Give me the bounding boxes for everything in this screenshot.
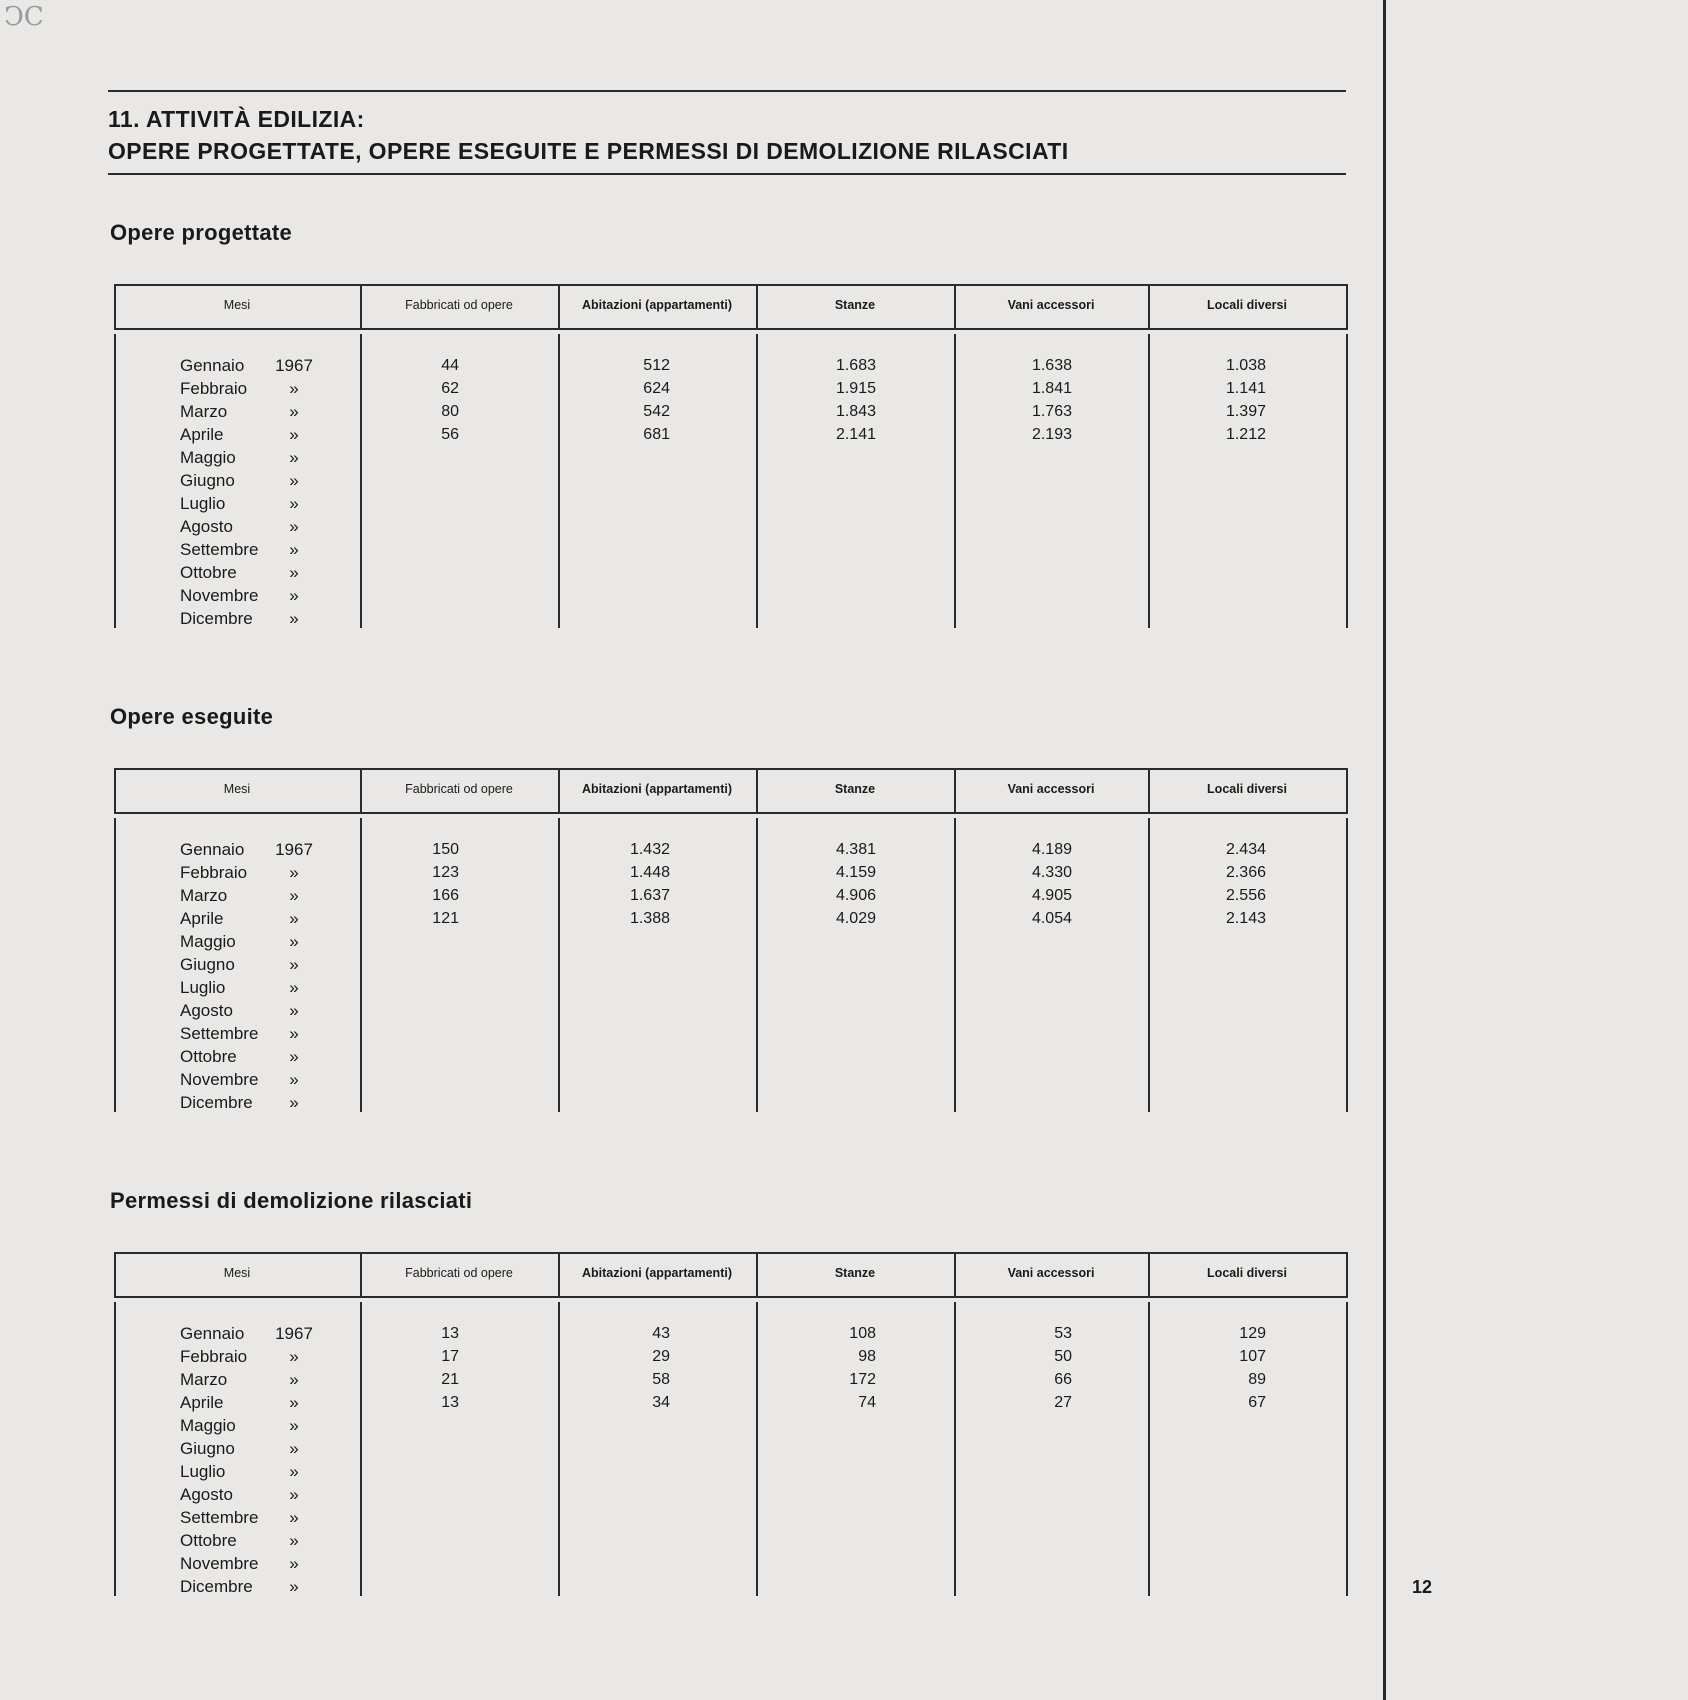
table-top-rule [114,284,1348,286]
ditto-mark: » [289,1508,299,1527]
table-row [114,354,1348,377]
ditto-mark: » [289,1485,299,1504]
month-label: Marzo [180,1370,228,1389]
ditto-mark: » [289,1531,299,1550]
table-cell: 2.434 [1225,841,1266,858]
year-label: 1967 [275,356,313,375]
table-cell: 74 [858,1394,876,1411]
table-cell: 121 [432,910,459,927]
table-cell: 98 [858,1348,876,1365]
column-header: Vani accessori [1007,1266,1095,1280]
table-cell: 172 [849,1371,876,1388]
table-header-rule [114,812,1348,814]
ditto-mark: » [289,517,299,536]
heading-line-2: OPERE PROGETTATE, OPERE ESEGUITE E PERMESSI DI DEMOLIZIONE RILASCIATI [108,138,1069,164]
table-cell: 44 [441,357,459,374]
table-row [114,1483,1348,1506]
header-column-divider [1346,284,1348,328]
table-cell: 2.193 [1031,426,1072,443]
table-cell: 13 [441,1325,459,1342]
month-label: Febbraio [180,863,248,882]
month-label: Dicembre [180,1093,253,1112]
table-cell: 2.143 [1225,910,1266,927]
table-cell: 108 [849,1325,876,1342]
table-cell: 43 [652,1325,670,1342]
table-cell: 67 [1248,1394,1266,1411]
table-row [114,1368,1348,1391]
table-cell: 1.397 [1225,403,1266,420]
table-row [114,1506,1348,1529]
table-row [114,1437,1348,1460]
column-header: Locali diversi [1207,1266,1287,1280]
page-number: 12 [1412,1577,1433,1597]
table-row [114,446,1348,469]
table-cell: 2.366 [1225,864,1266,881]
month-label: Agosto [180,1001,233,1020]
table-cell: 624 [643,380,670,397]
ditto-mark: » [289,1070,299,1089]
month-label: Aprile [180,1393,224,1412]
ditto-mark: » [289,1047,299,1066]
month-label: Novembre [180,586,259,605]
table-cell: 1.683 [835,357,876,374]
table-row [114,400,1348,423]
table-cell: 1.843 [835,403,876,420]
ditto-mark: » [289,540,299,559]
ditto-mark: » [289,1393,299,1412]
column-header: Vani accessori [1007,782,1095,796]
table-cell: 4.029 [835,910,876,927]
month-label: Marzo [180,402,228,421]
table-row [114,1322,1348,1345]
table-cell: 1.448 [629,864,670,881]
table-cell: 1.212 [1225,426,1266,443]
ditto-mark: » [289,471,299,490]
month-label: Giugno [180,471,235,490]
ditto-mark: » [289,1462,299,1481]
column-header: Locali diversi [1207,782,1287,796]
ditto-mark: » [289,932,299,951]
table-row [114,1414,1348,1437]
ditto-mark: » [289,909,299,928]
table-row [114,1460,1348,1483]
table-cell: 129 [1239,1325,1266,1342]
ditto-mark: » [289,494,299,513]
month-label: Marzo [180,886,228,905]
table-cell: 542 [643,403,670,420]
table-cell: 1.141 [1225,380,1266,397]
table-cell: 66 [1054,1371,1072,1388]
table-row [114,930,1348,953]
column-header: Abitazioni (appartamenti) [581,782,732,796]
header-column-divider [1346,1252,1348,1296]
table-row [114,423,1348,446]
column-header: Fabbricati od opere [405,782,513,796]
table-cell: 4.905 [1031,887,1072,904]
month-label: Gennaio [180,1324,245,1343]
table-header-rule [114,1296,1348,1298]
table-row [114,1091,1348,1114]
column-header: Stanze [834,298,876,312]
month-label: Maggio [180,448,236,467]
table-cell: 107 [1239,1348,1266,1365]
month-label: Giugno [180,955,235,974]
table-row [114,469,1348,492]
ditto-mark: » [289,1554,299,1573]
month-label: Febbraio [180,1347,248,1366]
ditto-mark: » [289,1577,299,1596]
table-row [114,1022,1348,1045]
table-row [114,907,1348,930]
year-label: 1967 [275,1324,313,1343]
table-cell: 4.189 [1031,841,1072,858]
table-cell: 123 [432,864,459,881]
month-label: Aprile [180,909,224,928]
table-header-rule [114,328,1348,330]
ditto-mark: » [289,1093,299,1112]
table-cell: 1.841 [1031,380,1072,397]
table-cell: 1.637 [629,887,670,904]
table-row [114,861,1348,884]
ditto-mark: » [289,1370,299,1389]
month-label: Settembre [180,1024,259,1043]
table-cell: 681 [643,426,670,443]
ditto-mark: » [289,448,299,467]
month-label: Ottobre [180,563,237,582]
corner-pencil-mark: ϽC [4,2,44,32]
table-row [114,607,1348,630]
month-label: Novembre [180,1554,259,1573]
heading-top-rule [108,90,1346,92]
section-title-1: Opere eseguite [110,704,274,729]
month-label: Giugno [180,1439,235,1458]
table-cell: 80 [441,403,459,420]
month-label: Gennaio [180,840,245,859]
table-row [114,377,1348,400]
ditto-mark: » [289,1439,299,1458]
column-header: Stanze [834,782,876,796]
table-row [114,1045,1348,1068]
ditto-mark: » [289,1024,299,1043]
table-row [114,492,1348,515]
month-label: Novembre [180,1070,259,1089]
month-label: Agosto [180,1485,233,1504]
ditto-mark: » [289,586,299,605]
month-label: Dicembre [180,1577,253,1596]
month-label: Settembre [180,540,259,559]
table-cell: 2.141 [835,426,876,443]
ditto-mark: » [289,563,299,582]
table-cell: 1.638 [1031,357,1072,374]
ditto-mark: » [289,609,299,628]
table-cell: 166 [432,887,459,904]
month-label: Maggio [180,1416,236,1435]
table-cell: 1.915 [835,380,876,397]
ditto-mark: » [289,379,299,398]
heading-bottom-rule [108,173,1346,175]
table-cell: 1.038 [1225,357,1266,374]
table-cell: 150 [432,841,459,858]
table-cell: 13 [441,1394,459,1411]
column-header: Fabbricati od opere [405,1266,513,1280]
table-cell: 53 [1054,1325,1072,1342]
table-row [114,976,1348,999]
month-label: Settembre [180,1508,259,1527]
table-cell: 34 [652,1394,670,1411]
table-row [114,538,1348,561]
table-cell: 4.330 [1031,864,1072,881]
table-cell: 4.054 [1031,910,1072,927]
table-row [114,1345,1348,1368]
month-label: Luglio [180,978,226,997]
table-row [114,1068,1348,1091]
month-label: Aprile [180,425,224,444]
ditto-mark: » [289,402,299,421]
month-label: Maggio [180,932,236,951]
table-cell: 4.159 [835,864,876,881]
month-label: Gennaio [180,356,245,375]
table-row [114,515,1348,538]
table-cell: 56 [441,426,459,443]
column-header: Fabbricati od opere [405,298,513,312]
section-title-2: Permessi di demolizione rilasciati [110,1188,473,1213]
month-label: Ottobre [180,1531,237,1550]
ditto-mark: » [289,978,299,997]
ditto-mark: » [289,1416,299,1435]
heading-line-1: 11. ATTIVITÀ EDILIZIA: [108,106,365,132]
table-cell: 29 [652,1348,670,1365]
header-column-divider [1346,768,1348,812]
table-cell: 50 [1054,1348,1072,1365]
page-spine [1383,0,1386,1700]
table-top-rule [114,1252,1348,1254]
table-row [114,561,1348,584]
column-header: Stanze [834,1266,876,1280]
table-row [114,838,1348,861]
table-row [114,953,1348,976]
table-row [114,1575,1348,1598]
year-label: 1967 [275,840,313,859]
table-cell: 21 [441,1371,459,1388]
column-header: Mesi [223,1266,251,1280]
table-cell: 58 [652,1371,670,1388]
column-header: Mesi [223,782,251,796]
table-row [114,584,1348,607]
table-top-rule [114,768,1348,770]
table-cell: 1.763 [1031,403,1072,420]
table-row [114,1391,1348,1414]
table-cell: 89 [1248,1371,1266,1388]
month-label: Ottobre [180,1047,237,1066]
ditto-mark: » [289,1001,299,1020]
column-header: Mesi [223,298,251,312]
table-cell: 512 [643,357,670,374]
month-label: Luglio [180,1462,226,1481]
month-label: Luglio [180,494,226,513]
ditto-mark: » [289,863,299,882]
table-cell: 4.906 [835,887,876,904]
table-cell: 27 [1054,1394,1072,1411]
table-cell: 1.432 [629,841,670,858]
column-header: Abitazioni (appartamenti) [581,298,732,312]
table-row [114,884,1348,907]
table-cell: 17 [441,1348,459,1365]
month-label: Febbraio [180,379,248,398]
table-cell: 62 [441,380,459,397]
table-row [114,1552,1348,1575]
column-header: Locali diversi [1207,298,1287,312]
month-label: Dicembre [180,609,253,628]
ditto-mark: » [289,955,299,974]
column-header: Abitazioni (appartamenti) [581,1266,732,1280]
column-header: Vani accessori [1007,298,1095,312]
table-row [114,999,1348,1022]
ditto-mark: » [289,886,299,905]
table-cell: 2.556 [1225,887,1266,904]
month-label: Agosto [180,517,233,536]
table-row [114,1529,1348,1552]
ditto-mark: » [289,425,299,444]
section-title-0: Opere progettate [110,220,293,245]
ditto-mark: » [289,1347,299,1366]
table-cell: 1.388 [629,910,670,927]
table-cell: 4.381 [835,841,876,858]
